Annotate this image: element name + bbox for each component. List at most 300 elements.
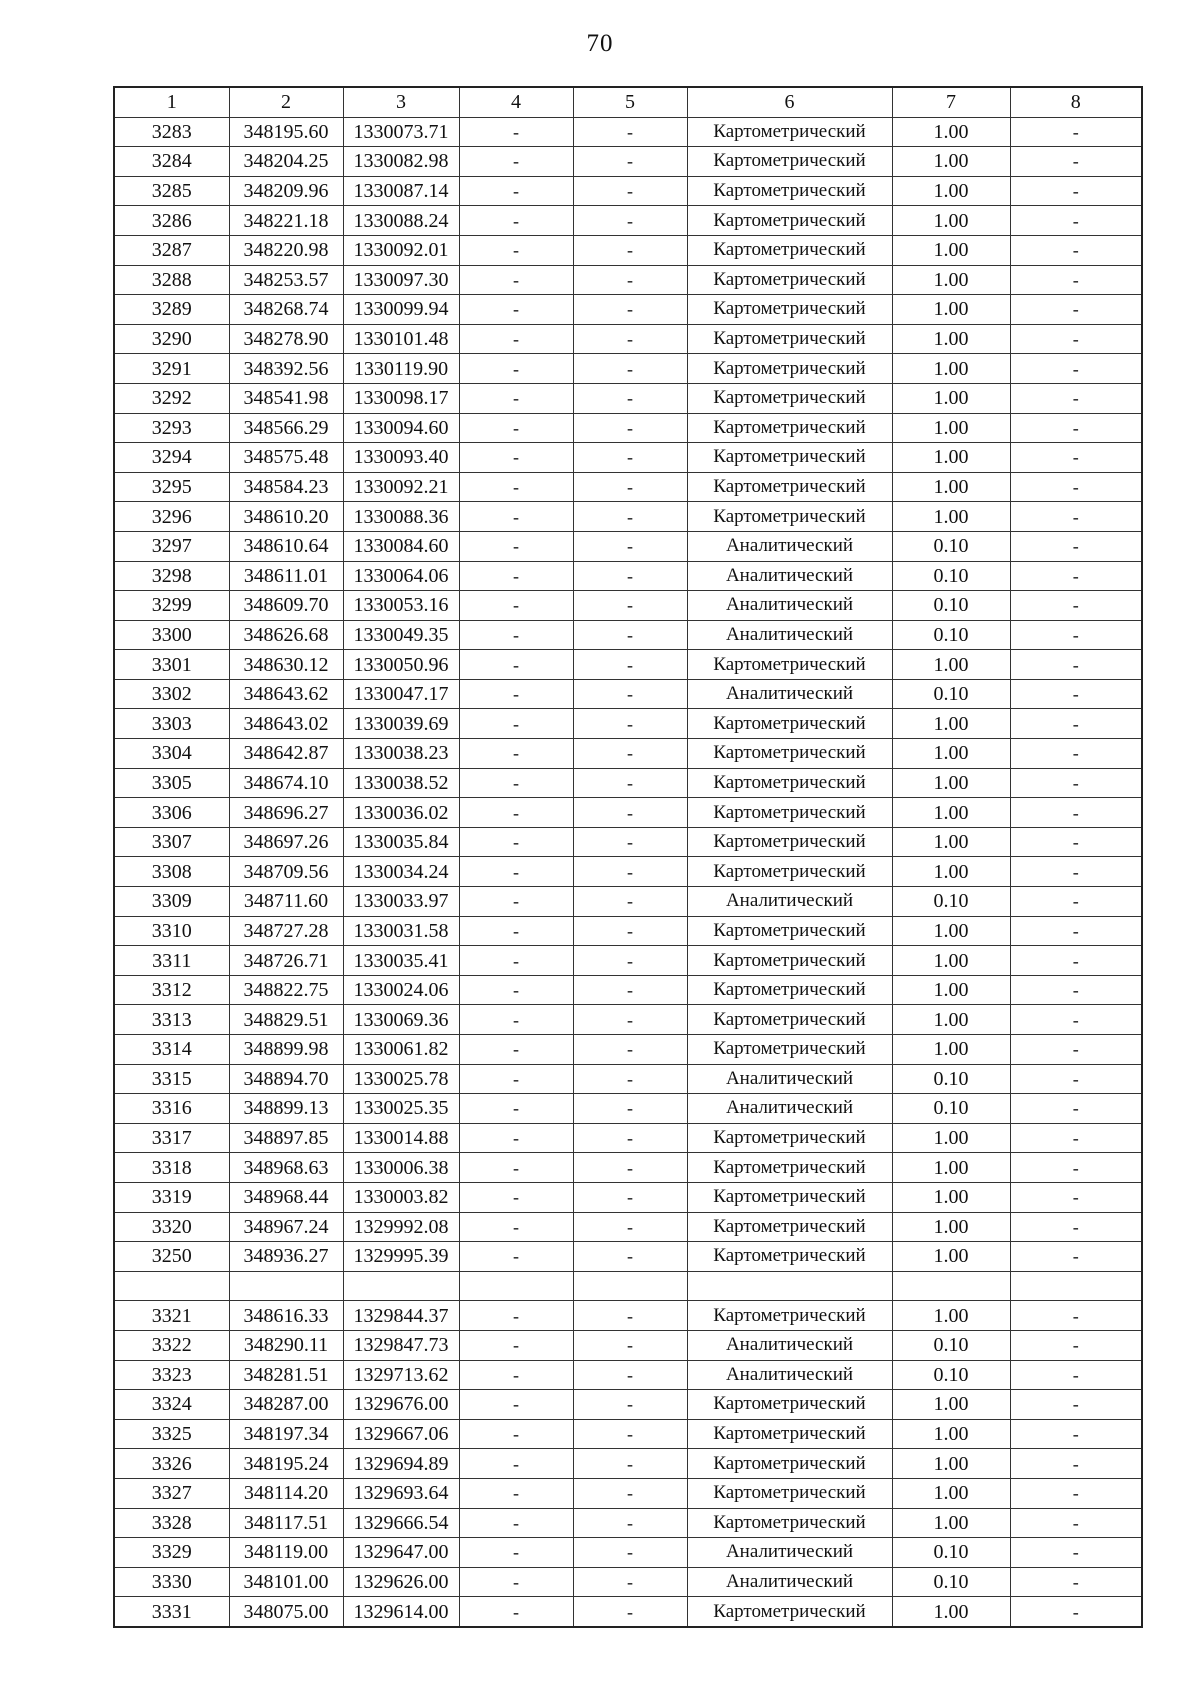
column-header-3: 3	[343, 87, 459, 117]
cell-col-5	[573, 1271, 687, 1301]
cell-method: Картометрический	[687, 235, 892, 265]
cell-col-5: -	[573, 1567, 687, 1597]
cell-y-coordinate: 1330031.58	[343, 916, 459, 946]
cell-point-number: 3286	[114, 206, 229, 236]
cell-col-4: -	[459, 768, 573, 798]
cell-accuracy: 1.00	[892, 502, 1010, 532]
cell-accuracy: 1.00	[892, 1390, 1010, 1420]
cell-x-coordinate: 348220.98	[229, 235, 343, 265]
column-header-6: 6	[687, 87, 892, 117]
cell-y-coordinate: 1330082.98	[343, 147, 459, 177]
cell-point-number: 3302	[114, 679, 229, 709]
cell-x-coordinate: 348899.13	[229, 1094, 343, 1124]
cell-col-5: -	[573, 620, 687, 650]
table-row	[114, 1123, 1142, 1153]
cell-x-coordinate: 348114.20	[229, 1478, 343, 1508]
cell-x-coordinate: 348968.44	[229, 1182, 343, 1212]
cell-col-8: -	[1010, 354, 1142, 384]
cell-point-number: 3323	[114, 1360, 229, 1390]
cell-y-coordinate: 1330061.82	[343, 1035, 459, 1065]
cell-accuracy: 0.10	[892, 679, 1010, 709]
cell-col-4: -	[459, 887, 573, 917]
cell-col-5: -	[573, 1390, 687, 1420]
cell-col-8: -	[1010, 1242, 1142, 1272]
cell-col-4: -	[459, 1005, 573, 1035]
cell-col-4: -	[459, 502, 573, 532]
cell-col-5: -	[573, 1064, 687, 1094]
cell-method: Картометрический	[687, 502, 892, 532]
cell-col-5: -	[573, 1182, 687, 1212]
cell-y-coordinate	[343, 1271, 459, 1301]
cell-y-coordinate: 1330014.88	[343, 1123, 459, 1153]
cell-col-8: -	[1010, 1360, 1142, 1390]
cell-col-5: -	[573, 798, 687, 828]
cell-col-4: -	[459, 176, 573, 206]
cell-point-number: 3285	[114, 176, 229, 206]
cell-x-coordinate: 348287.00	[229, 1390, 343, 1420]
cell-col-4: -	[459, 1567, 573, 1597]
cell-method: Картометрический	[687, 383, 892, 413]
column-header-5: 5	[573, 87, 687, 117]
cell-method: Аналитический	[687, 1360, 892, 1390]
cell-y-coordinate: 1330093.40	[343, 443, 459, 473]
cell-y-coordinate: 1330035.41	[343, 946, 459, 976]
cell-col-4: -	[459, 354, 573, 384]
cell-accuracy: 0.10	[892, 620, 1010, 650]
cell-col-5: -	[573, 975, 687, 1005]
cell-accuracy: 0.10	[892, 531, 1010, 561]
cell-col-5: -	[573, 472, 687, 502]
cell-col-5: -	[573, 1005, 687, 1035]
table-row	[114, 975, 1142, 1005]
cell-col-4: -	[459, 857, 573, 887]
cell-accuracy: 1.00	[892, 650, 1010, 680]
table-header-row	[114, 87, 1142, 117]
cell-accuracy	[892, 1271, 1010, 1301]
cell-col-8: -	[1010, 206, 1142, 236]
cell-y-coordinate: 1330084.60	[343, 531, 459, 561]
cell-col-8: -	[1010, 472, 1142, 502]
cell-x-coordinate: 348697.26	[229, 827, 343, 857]
cell-accuracy: 1.00	[892, 1449, 1010, 1479]
table-row	[114, 1390, 1142, 1420]
cell-x-coordinate: 348726.71	[229, 946, 343, 976]
cell-col-4: -	[459, 1538, 573, 1568]
cell-accuracy: 1.00	[892, 739, 1010, 769]
cell-y-coordinate: 1330053.16	[343, 591, 459, 621]
cell-col-8: -	[1010, 1419, 1142, 1449]
cell-col-5: -	[573, 147, 687, 177]
cell-x-coordinate: 348281.51	[229, 1360, 343, 1390]
cell-accuracy: 1.00	[892, 443, 1010, 473]
cell-accuracy: 0.10	[892, 1064, 1010, 1094]
cell-point-number: 3294	[114, 443, 229, 473]
cell-x-coordinate: 348696.27	[229, 798, 343, 828]
table-row	[114, 176, 1142, 206]
cell-y-coordinate: 1329694.89	[343, 1449, 459, 1479]
cell-accuracy: 1.00	[892, 472, 1010, 502]
column-header-1: 1	[114, 87, 229, 117]
cell-accuracy: 1.00	[892, 354, 1010, 384]
table-row	[114, 206, 1142, 236]
cell-accuracy: 1.00	[892, 206, 1010, 236]
cell-x-coordinate: 348727.28	[229, 916, 343, 946]
cell-y-coordinate: 1329995.39	[343, 1242, 459, 1272]
cell-col-5: -	[573, 709, 687, 739]
cell-accuracy: 1.00	[892, 768, 1010, 798]
cell-col-5: -	[573, 176, 687, 206]
cell-accuracy: 1.00	[892, 1508, 1010, 1538]
cell-col-5: -	[573, 561, 687, 591]
cell-point-number: 3291	[114, 354, 229, 384]
cell-point-number: 3299	[114, 591, 229, 621]
cell-accuracy: 0.10	[892, 1360, 1010, 1390]
cell-method: Картометрический	[687, 1301, 892, 1331]
cell-col-5: -	[573, 857, 687, 887]
cell-col-8: -	[1010, 591, 1142, 621]
cell-col-4: -	[459, 620, 573, 650]
cell-x-coordinate: 348643.02	[229, 709, 343, 739]
cell-x-coordinate: 348209.96	[229, 176, 343, 206]
cell-x-coordinate: 348541.98	[229, 383, 343, 413]
cell-col-8: -	[1010, 650, 1142, 680]
table-row	[114, 1064, 1142, 1094]
cell-method: Картометрический	[687, 295, 892, 325]
cell-point-number: 3304	[114, 739, 229, 769]
cell-col-4: -	[459, 472, 573, 502]
cell-point-number: 3316	[114, 1094, 229, 1124]
cell-method: Картометрический	[687, 1005, 892, 1035]
cell-col-4: -	[459, 1508, 573, 1538]
cell-col-4: -	[459, 975, 573, 1005]
cell-col-5: -	[573, 1035, 687, 1065]
cell-col-8: -	[1010, 1478, 1142, 1508]
cell-col-8: -	[1010, 1182, 1142, 1212]
table-row	[114, 1301, 1142, 1331]
table-row	[114, 1508, 1142, 1538]
cell-method: Картометрический	[687, 768, 892, 798]
cell-col-8: -	[1010, 827, 1142, 857]
cell-point-number: 3322	[114, 1330, 229, 1360]
cell-x-coordinate: 348197.34	[229, 1419, 343, 1449]
cell-point-number: 3307	[114, 827, 229, 857]
cell-col-5: -	[573, 1123, 687, 1153]
cell-accuracy: 1.00	[892, 1301, 1010, 1331]
cell-point-number: 3315	[114, 1064, 229, 1094]
table-row	[114, 383, 1142, 413]
cell-y-coordinate: 1330088.24	[343, 206, 459, 236]
cell-col-5: -	[573, 265, 687, 295]
cell-col-8: -	[1010, 502, 1142, 532]
table-row	[114, 1035, 1142, 1065]
cell-x-coordinate: 348392.56	[229, 354, 343, 384]
cell-point-number: 3329	[114, 1538, 229, 1568]
cell-method: Картометрический	[687, 827, 892, 857]
cell-accuracy: 1.00	[892, 1123, 1010, 1153]
cell-col-8: -	[1010, 679, 1142, 709]
cell-point-number: 3313	[114, 1005, 229, 1035]
cell-point-number: 3303	[114, 709, 229, 739]
cell-y-coordinate: 1330036.02	[343, 798, 459, 828]
cell-accuracy: 1.00	[892, 176, 1010, 206]
cell-col-8: -	[1010, 1508, 1142, 1538]
cell-point-number: 3292	[114, 383, 229, 413]
cell-col-4: -	[459, 324, 573, 354]
cell-accuracy: 1.00	[892, 1419, 1010, 1449]
cell-y-coordinate: 1330047.17	[343, 679, 459, 709]
cell-col-8: -	[1010, 946, 1142, 976]
cell-accuracy: 1.00	[892, 295, 1010, 325]
cell-accuracy: 0.10	[892, 1330, 1010, 1360]
cell-point-number: 3312	[114, 975, 229, 1005]
cell-col-8: -	[1010, 235, 1142, 265]
cell-col-8: -	[1010, 975, 1142, 1005]
table-row	[114, 1449, 1142, 1479]
cell-x-coordinate: 348674.10	[229, 768, 343, 798]
cell-col-4: -	[459, 206, 573, 236]
table-body	[114, 117, 1142, 1627]
table-row	[114, 1005, 1142, 1035]
cell-method: Картометрический	[687, 472, 892, 502]
cell-x-coordinate: 348221.18	[229, 206, 343, 236]
cell-col-8: -	[1010, 887, 1142, 917]
cell-col-4: -	[459, 650, 573, 680]
cell-y-coordinate: 1329614.00	[343, 1597, 459, 1627]
table-row	[114, 265, 1142, 295]
cell-y-coordinate: 1329647.00	[343, 1538, 459, 1568]
cell-col-5: -	[573, 1360, 687, 1390]
cell-y-coordinate: 1329666.54	[343, 1508, 459, 1538]
table-row	[114, 1271, 1142, 1301]
cell-col-8: -	[1010, 176, 1142, 206]
cell-accuracy: 1.00	[892, 235, 1010, 265]
cell-point-number: 3301	[114, 650, 229, 680]
cell-accuracy: 1.00	[892, 1153, 1010, 1183]
cell-col-8: -	[1010, 739, 1142, 769]
cell-col-8: -	[1010, 413, 1142, 443]
cell-y-coordinate: 1330034.24	[343, 857, 459, 887]
cell-col-8: -	[1010, 1538, 1142, 1568]
cell-point-number: 3330	[114, 1567, 229, 1597]
cell-x-coordinate: 348611.01	[229, 561, 343, 591]
cell-method: Картометрический	[687, 1390, 892, 1420]
cell-y-coordinate: 1329693.64	[343, 1478, 459, 1508]
table-row	[114, 1538, 1142, 1568]
cell-accuracy: 0.10	[892, 561, 1010, 591]
cell-point-number: 3309	[114, 887, 229, 917]
table-row	[114, 739, 1142, 769]
column-header-8: 8	[1010, 87, 1142, 117]
cell-col-5: -	[573, 827, 687, 857]
cell-method: Картометрический	[687, 946, 892, 976]
cell-x-coordinate: 348626.68	[229, 620, 343, 650]
cell-col-5: -	[573, 1508, 687, 1538]
cell-y-coordinate: 1330073.71	[343, 117, 459, 147]
cell-point-number: 3308	[114, 857, 229, 887]
cell-x-coordinate: 348642.87	[229, 739, 343, 769]
table-row	[114, 1360, 1142, 1390]
cell-point-number: 3296	[114, 502, 229, 532]
cell-col-4: -	[459, 1360, 573, 1390]
cell-point-number: 3288	[114, 265, 229, 295]
table-row	[114, 591, 1142, 621]
cell-method: Картометрический	[687, 857, 892, 887]
cell-point-number: 3300	[114, 620, 229, 650]
table-row	[114, 531, 1142, 561]
cell-method: Аналитический	[687, 531, 892, 561]
cell-col-4: -	[459, 117, 573, 147]
cell-point-number: 3283	[114, 117, 229, 147]
table-row	[114, 295, 1142, 325]
cell-col-8: -	[1010, 1094, 1142, 1124]
cell-col-8: -	[1010, 117, 1142, 147]
table-row	[114, 147, 1142, 177]
cell-col-4: -	[459, 916, 573, 946]
cell-accuracy: 1.00	[892, 946, 1010, 976]
cell-accuracy: 1.00	[892, 1035, 1010, 1065]
cell-col-5: -	[573, 887, 687, 917]
cell-method: Картометрический	[687, 1478, 892, 1508]
table-row	[114, 1478, 1142, 1508]
cell-y-coordinate: 1330033.97	[343, 887, 459, 917]
cell-x-coordinate: 348609.70	[229, 591, 343, 621]
cell-col-5: -	[573, 679, 687, 709]
cell-y-coordinate: 1330092.01	[343, 235, 459, 265]
cell-x-coordinate: 348711.60	[229, 887, 343, 917]
cell-method: Картометрический	[687, 1449, 892, 1479]
cell-col-4: -	[459, 1212, 573, 1242]
coordinates-table	[113, 86, 1143, 1628]
cell-x-coordinate: 348709.56	[229, 857, 343, 887]
cell-y-coordinate: 1330038.23	[343, 739, 459, 769]
cell-col-5: -	[573, 206, 687, 236]
cell-method: Картометрический	[687, 650, 892, 680]
table-row	[114, 117, 1142, 147]
cell-y-coordinate: 1329626.00	[343, 1567, 459, 1597]
cell-accuracy: 1.00	[892, 1212, 1010, 1242]
cell-col-4: -	[459, 1301, 573, 1331]
cell-y-coordinate: 1329844.37	[343, 1301, 459, 1331]
table-row	[114, 443, 1142, 473]
cell-method: Картометрический	[687, 354, 892, 384]
cell-col-8: -	[1010, 1064, 1142, 1094]
cell-x-coordinate: 348075.00	[229, 1597, 343, 1627]
cell-method: Картометрический	[687, 1242, 892, 1272]
table-row	[114, 1153, 1142, 1183]
cell-col-5: -	[573, 354, 687, 384]
cell-col-4: -	[459, 383, 573, 413]
cell-x-coordinate: 348101.00	[229, 1567, 343, 1597]
cell-col-5: -	[573, 1242, 687, 1272]
cell-x-coordinate: 348204.25	[229, 147, 343, 177]
cell-col-8: -	[1010, 1567, 1142, 1597]
cell-col-4: -	[459, 739, 573, 769]
table-row	[114, 1567, 1142, 1597]
cell-point-number: 3318	[114, 1153, 229, 1183]
cell-col-5: -	[573, 916, 687, 946]
cell-col-4: -	[459, 1094, 573, 1124]
page-number: 70	[586, 30, 614, 57]
column-header-2: 2	[229, 87, 343, 117]
table-row	[114, 354, 1142, 384]
cell-col-4: -	[459, 679, 573, 709]
cell-x-coordinate: 348584.23	[229, 472, 343, 502]
cell-y-coordinate: 1329847.73	[343, 1330, 459, 1360]
cell-col-5: -	[573, 1330, 687, 1360]
cell-y-coordinate: 1330098.17	[343, 383, 459, 413]
cell-accuracy: 0.10	[892, 1567, 1010, 1597]
cell-x-coordinate: 348630.12	[229, 650, 343, 680]
cell-point-number: 3293	[114, 413, 229, 443]
cell-col-5: -	[573, 295, 687, 325]
cell-point-number: 3327	[114, 1478, 229, 1508]
cell-point-number: 3321	[114, 1301, 229, 1331]
cell-method: Картометрический	[687, 709, 892, 739]
cell-point-number: 3250	[114, 1242, 229, 1272]
cell-accuracy: 1.00	[892, 324, 1010, 354]
cell-col-8: -	[1010, 798, 1142, 828]
cell-x-coordinate	[229, 1271, 343, 1301]
table-row	[114, 235, 1142, 265]
cell-point-number: 3328	[114, 1508, 229, 1538]
cell-method: Аналитический	[687, 1567, 892, 1597]
cell-x-coordinate: 348829.51	[229, 1005, 343, 1035]
cell-col-5: -	[573, 946, 687, 976]
cell-col-8: -	[1010, 324, 1142, 354]
cell-col-5: -	[573, 739, 687, 769]
cell-col-5: -	[573, 1301, 687, 1331]
cell-point-number: 3289	[114, 295, 229, 325]
cell-accuracy: 1.00	[892, 1478, 1010, 1508]
cell-method: Картометрический	[687, 443, 892, 473]
cell-col-4: -	[459, 1153, 573, 1183]
cell-col-4: -	[459, 1419, 573, 1449]
cell-accuracy: 0.10	[892, 1538, 1010, 1568]
cell-method: Аналитический	[687, 561, 892, 591]
table-row	[114, 857, 1142, 887]
cell-point-number: 3287	[114, 235, 229, 265]
table-row	[114, 709, 1142, 739]
table-row	[114, 324, 1142, 354]
cell-point-number: 3290	[114, 324, 229, 354]
table-row	[114, 916, 1142, 946]
cell-col-4: -	[459, 1478, 573, 1508]
table-row	[114, 620, 1142, 650]
cell-x-coordinate: 348253.57	[229, 265, 343, 295]
cell-col-4: -	[459, 1242, 573, 1272]
cell-y-coordinate: 1330025.35	[343, 1094, 459, 1124]
cell-x-coordinate: 348894.70	[229, 1064, 343, 1094]
cell-col-4: -	[459, 295, 573, 325]
cell-col-4: -	[459, 946, 573, 976]
cell-col-5: -	[573, 383, 687, 413]
cell-point-number: 3324	[114, 1390, 229, 1420]
cell-y-coordinate: 1330099.94	[343, 295, 459, 325]
cell-col-5: -	[573, 1478, 687, 1508]
table-row	[114, 1242, 1142, 1272]
cell-accuracy: 0.10	[892, 591, 1010, 621]
table-row	[114, 1182, 1142, 1212]
cell-col-8: -	[1010, 1597, 1142, 1627]
cell-col-8	[1010, 1271, 1142, 1301]
cell-y-coordinate: 1329676.00	[343, 1390, 459, 1420]
cell-point-number: 3331	[114, 1597, 229, 1627]
cell-col-8: -	[1010, 1153, 1142, 1183]
cell-accuracy: 1.00	[892, 1005, 1010, 1035]
cell-y-coordinate: 1330119.90	[343, 354, 459, 384]
cell-y-coordinate: 1330092.21	[343, 472, 459, 502]
cell-x-coordinate: 348968.63	[229, 1153, 343, 1183]
